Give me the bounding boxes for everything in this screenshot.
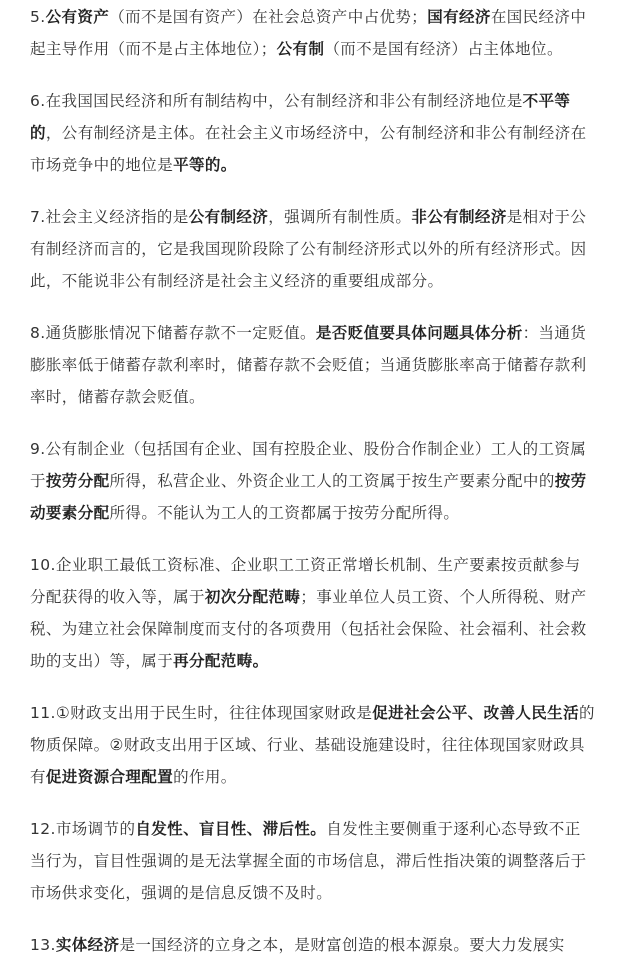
- text: ；事业单位人员工资、个人所得税、财产税、为建立社会保障制度而支付的各项费用（包括社会保险、社会福利、社会救助的支出）等，属于: [30, 588, 587, 670]
- item-number: 7.: [30, 208, 46, 226]
- key-term: 非公有制经济: [411, 208, 507, 226]
- key-term: 不平等的: [30, 92, 571, 142]
- key-term: 促进资源合理配置: [45, 768, 174, 786]
- paragraph-12: [30, 813, 595, 909]
- paragraph-11: [30, 697, 595, 793]
- key-term: 国有经济: [427, 8, 491, 26]
- text: 是一国经济的立身之本，是财富创造的根本源泉。要大力发展实: [119, 936, 565, 954]
- item-number: 8.: [30, 324, 46, 342]
- text: 自发性主要侧重于逐利心态导致不正当行为，盲目性强调的是无法掌握全面的市场信息，滞后性指决策的调整落后于市场供求变化，强调的是信息反馈不及时。: [30, 820, 587, 902]
- item-number: 5.: [30, 8, 46, 26]
- text: 的物质保障。②财政支出用于区域、行业、基础设施建设时，往往体现国家财政具有: [30, 704, 595, 786]
- text: 社会主义经济指的是: [45, 208, 189, 226]
- paragraph-7: [30, 201, 595, 297]
- text: 所得，私营企业、外资企业工人的工资属于按生产要素分配中的: [109, 472, 555, 490]
- text: 市场调节的: [55, 820, 136, 838]
- key-term: 公有制经济: [188, 208, 269, 226]
- key-term: 初次分配范畴: [204, 588, 301, 606]
- item-number: 12.: [30, 820, 56, 838]
- key-term: 促进社会公平、改善人民生活: [372, 704, 579, 722]
- text: 在我国国民经济和所有制结构中，公有制经济和非公有制经济地位是: [45, 92, 523, 110]
- item-number: 11.: [30, 704, 56, 722]
- item-number: 6.: [30, 92, 46, 110]
- text: ：当通货膨胀率低于储蓄存款利率时，储蓄存款不会贬值；当通货膨胀率高于储蓄存款利率时，储蓄存款会贬值。: [30, 324, 587, 406]
- key-term: 公有制: [276, 40, 325, 58]
- paragraph-5: [30, 1, 595, 65]
- item-number: 13.: [30, 936, 56, 954]
- key-term: 实体经济: [55, 936, 120, 954]
- key-term: 按劳分配: [45, 472, 110, 490]
- text: ，公有制经济是主体。在社会主义市场经济中，公有制经济和非公有制经济在市场竞争中的地位是: [30, 124, 587, 174]
- text: 所得。不能认为工人的工资都属于按劳分配所得。: [109, 504, 460, 522]
- text: （而不是国有资产）在社会总资产中占优势；: [109, 8, 428, 26]
- text: 在国民经济中起主导作用（而不是占主体地位）；: [30, 8, 587, 58]
- paragraph-13: [30, 929, 595, 961]
- paragraph-10: [30, 549, 595, 677]
- key-term: 公有资产: [45, 8, 110, 26]
- text: 是相对于公有制经济而言的，它是我国现阶段除了公有制经济形式以外的所有经济形式。因此，不能说非公有制经济是社会主义经济的重要组成部分。: [30, 208, 587, 290]
- key-term: 再分配范畴。: [173, 652, 269, 670]
- text: 公有制企业（包括国有企业、国有控股企业、股份合作制企业）工人的工资属于: [30, 440, 587, 490]
- key-term: 平等的。: [173, 156, 237, 174]
- item-number: 9.: [30, 440, 46, 458]
- paragraph-8: [30, 317, 595, 413]
- text: （而不是国有经济）占主体地位。: [324, 40, 563, 58]
- key-term: 自发性、盲目性、滞后性。: [135, 820, 327, 838]
- key-term: 是否贬值要具体问题具体分析: [315, 324, 523, 342]
- text: ，强调所有制性质。: [268, 208, 412, 226]
- text: 的作用。: [173, 768, 237, 786]
- text: ①财政支出用于民生时，往往体现国家财政是: [55, 704, 373, 722]
- item-number: 10.: [30, 556, 56, 574]
- key-term: 按劳动要素分配: [30, 472, 587, 522]
- text: 通货膨胀情况下储蓄存款不一定贬值。: [45, 324, 316, 342]
- paragraph-9: [30, 433, 595, 529]
- text: 企业职工最低工资标准、企业职工工资正常增长机制、生产要素按贡献参与分配获得的收入等，属于: [30, 556, 581, 606]
- paragraph-6: [30, 85, 595, 181]
